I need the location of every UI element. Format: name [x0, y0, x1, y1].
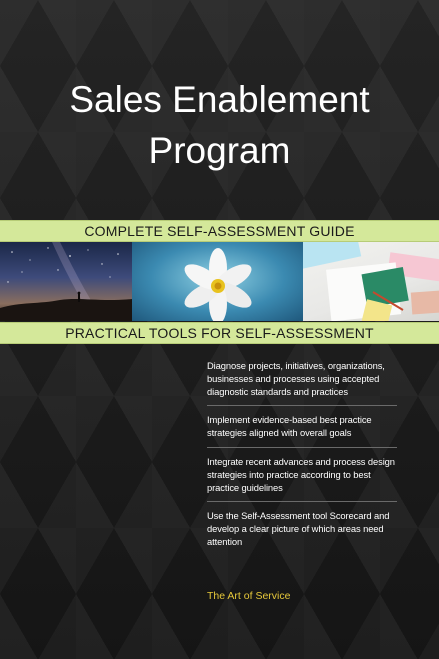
bottom-band: PRACTICAL TOOLS FOR SELF-ASSESSMENT — [0, 322, 439, 344]
bullet-item-2: Implement evidence-based best practice strategies aligned with overall goals — [207, 414, 397, 448]
photo-strip — [0, 242, 439, 321]
title-line-2: Program — [148, 130, 291, 171]
book-title — [0, 74, 439, 176]
bullet-list — [207, 360, 397, 564]
publisher-name: The Art of Service — [207, 590, 291, 602]
bullet-item-4: Use the Self-Assessment tool Scorecard and develop a clear picture of which areas need attention — [207, 510, 390, 547]
bullet-item-3: Integrate recent advances and process design strategies into practice according to best practice guidelines — [207, 456, 397, 502]
title-line-1: Sales Enablement — [69, 79, 370, 120]
white-flower-photo — [132, 242, 303, 321]
desk-papers-photo — [303, 242, 439, 321]
night-sky-photo — [0, 242, 132, 321]
top-band: COMPLETE SELF-ASSESSMENT GUIDE — [0, 220, 439, 242]
bullet-item-1: Diagnose projects, initiatives, organizations, businesses and processes using accepted diagnostic standards and practices — [207, 360, 397, 406]
